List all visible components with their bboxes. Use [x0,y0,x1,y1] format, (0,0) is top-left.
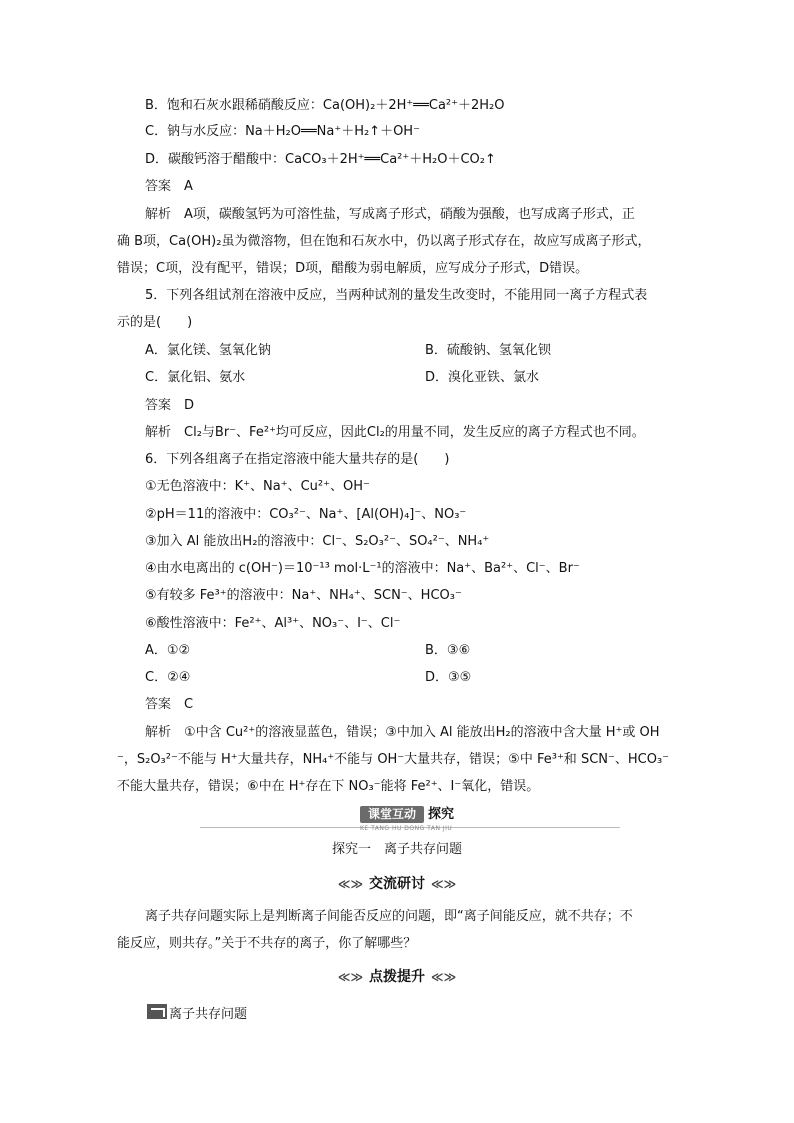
heading-text: 交流研讨 [369,876,425,892]
double-chevron-left-icon: ≪≫ [337,970,363,984]
q6-explanation-line3: 不能大量共存，错误；⑥中在 H⁺存在下 NO₃⁻能将 Fe²⁺、I⁻氧化，错误。 [117,779,540,794]
q5-option-b: B．硫酸钠、氢氧化钡 [425,343,551,358]
q6-stem: 6．下列各组离子在指定溶液中能大量共存的是( ) [145,452,450,467]
answer-value: A [184,179,193,194]
q6-option-d: D．③⑤ [425,670,472,685]
q6-option-c: C．②④ [145,670,191,685]
section-banner [200,806,620,832]
q6-item-4: ④由水电离出的 c(OH⁻)＝10⁻¹³ mol·L⁻¹的溶液中：Na⁺、Ba²⁺、Cl⁻、Br⁻ [145,561,580,576]
explain-label: 解析 [145,725,172,740]
point-label: 离子共存问题 [169,1007,248,1022]
q5-answer [145,396,194,416]
q6-explanation-line1 [145,723,660,743]
discussion-paragraph-line1: 离子共存问题实际上是判断离子间能否反应的问题，即“离子间能反应，就不共存；不 [145,909,633,924]
heading-discussion [0,874,794,894]
q4-option-b: B．饱和石灰水跟稀硝酸反应：Ca(OH)₂＋2H⁺══Ca²⁺＋2H₂O [145,98,505,113]
q4-option-c: C．钠与水反应：Na＋H₂O══Na⁺＋H₂↑＋OH⁻ [145,124,420,139]
answer-label: 答案 [145,398,172,413]
q5-explanation [145,423,645,443]
q6-item-2: ②pH＝11的溶液中：CO₃²⁻、Na⁺、[Al(OH)₄]⁻、NO₃⁻ [145,507,467,522]
double-chevron-right-icon: ≪≫ [431,877,457,891]
q6-explanation-line2: ⁻，S₂O₃²⁻不能与 H⁺大量共存，NH₄⁺不能与 OH⁻大量共存，错误；⑤中 Fe³⁺和 SCN⁻、HCO₃⁻ [117,752,670,767]
banner-pinyin: KE TANG HU DONG TAN JIU [360,825,453,832]
heading-tips [0,967,794,987]
heading-text: 点拨提升 [369,969,425,985]
q5-stem-line1: 5．下列各组试剂在溶液中反应，当两种试剂的量发生改变时，不能用同一离子方程式表 [145,288,648,303]
answer-label: 答案 [145,697,172,712]
answer-value: D [184,398,195,413]
q4-explanation-line3: 错误；C项，没有配平，错误；D项，醋酸为弱电解质，应写成分子形式，D错误。 [117,261,589,276]
explain-label: 解析 [145,207,172,222]
answer-label: 答案 [145,179,172,194]
explain-text: Cl₂与Br⁻、Fe²⁺均可反应，因此Cl₂的用量不同，发生反应的离子方程式也不同。 [184,425,645,440]
q5-option-a: A．氯化镁、氢氧化钠 [145,343,271,358]
q6-item-1: ①无色溶液中：K⁺、Na⁺、Cu²⁺、OH⁻ [145,479,370,494]
q5-option-c: C．氯化铝、氨水 [145,370,246,385]
q5-option-d: D．溴化亚铁、氯水 [425,370,540,385]
double-chevron-left-icon: ≪≫ [337,877,363,891]
q4-option-d: D．碳酸钙溶于醋酸中：CaCO₃＋2H⁺══Ca²⁺＋H₂O＋CO₂↑ [145,152,496,167]
explain-text: A项，碳酸氢钙为可溶性盐，写成离子形式，硝酸为强酸，也写成离子形式，正 [184,207,635,222]
q6-option-b: B．③⑥ [425,643,471,658]
q5-stem-line2: 示的是( ) [117,315,193,330]
q4-explanation-line2: 确 B项，Ca(OH)₂虽为微溶物，但在饱和石灰水中，仍以离子形式存在，故应写成离子形式， [117,234,651,249]
q4-answer [145,177,193,197]
banner-box: 课堂互动 [360,806,424,823]
answer-value: C [184,697,194,712]
double-chevron-right-icon: ≪≫ [431,970,457,984]
q6-answer [145,695,193,715]
explain-text: ①中含 Cu²⁺的溶液显蓝色，错误；③中加入 Al 能放出H₂的溶液中含大量 H⁺或 OH [184,725,660,740]
explain-label: 解析 [145,425,172,440]
q6-option-a: A．①② [145,643,191,658]
discussion-paragraph-line2: 能反应，则共存。”关于不共存的离子，你了解哪些？ [117,936,417,951]
q6-item-6: ⑥酸性溶液中：Fe²⁺、Al³⁺、NO₃⁻、I⁻、Cl⁻ [145,616,401,631]
arrow-right-icon [147,1004,167,1019]
banner-suffix: 探究 [428,807,455,822]
q6-item-5: ⑤有较多 Fe³⁺的溶液中：Na⁺、NH₄⁺、SCN⁻、HCO₃⁻ [145,588,462,603]
section-title: 探究一 离子共存问题 [331,842,462,857]
q6-item-3: ③加入 Al 能放出H₂的溶液中：Cl⁻、S₂O₃²⁻、SO₄²⁻、NH₄⁺ [145,534,490,549]
q4-explanation-line1 [145,205,635,225]
